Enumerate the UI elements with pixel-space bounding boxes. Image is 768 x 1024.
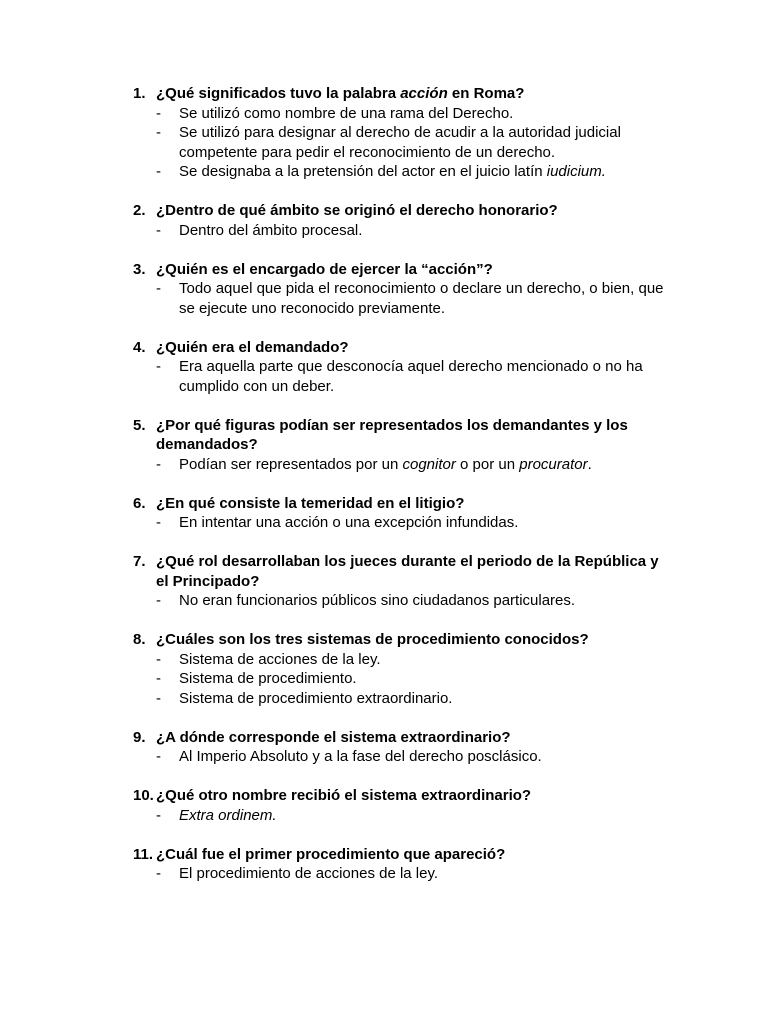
dash-bullet: - <box>156 748 161 765</box>
question-number: 7. <box>133 553 146 570</box>
text-run: El procedimiento de acciones de la ley. <box>179 865 439 882</box>
question-number: 5. <box>133 416 146 434</box>
answer-item <box>133 591 673 611</box>
question-number: 11. <box>133 845 154 863</box>
question-text <box>156 845 673 865</box>
answer-text <box>179 357 673 396</box>
question-text <box>156 201 673 221</box>
answer-item <box>133 455 673 475</box>
text-run: Era aquella parte que desconocía aquel derecho mencionado o no ha cumplido con un deber. <box>179 358 643 395</box>
question-text <box>156 786 673 806</box>
dash-bullet: - <box>156 104 161 122</box>
question-item <box>133 260 673 319</box>
answer-text <box>179 513 673 533</box>
answer-item <box>133 513 673 533</box>
question-text <box>156 416 673 455</box>
question-line <box>133 84 673 104</box>
dash-bullet: - <box>156 592 161 609</box>
question-line <box>133 552 673 591</box>
question-text <box>156 630 673 650</box>
dash-bullet: - <box>156 865 161 882</box>
dash-bullet: - <box>156 689 161 707</box>
dash-bullet: - <box>156 806 161 824</box>
question-line <box>133 260 673 280</box>
italic-text-run: procurator <box>519 455 588 473</box>
italic-text-run: iudicium. <box>546 163 606 180</box>
answer-text <box>179 747 673 767</box>
text-run: Sistema de procedimiento. <box>179 670 357 687</box>
answer-text <box>179 455 673 475</box>
question-text <box>156 728 673 748</box>
question-text <box>156 260 673 280</box>
answer-item <box>133 747 673 767</box>
text-run: Sistema de acciones de la ley. <box>179 650 381 668</box>
dash-bullet: - <box>156 221 161 239</box>
question-line <box>133 845 673 865</box>
question-text <box>156 552 673 591</box>
question-item <box>133 728 673 767</box>
dash-bullet: - <box>156 280 161 297</box>
answer-item <box>133 669 673 689</box>
question-item <box>133 630 673 708</box>
answer-text <box>179 221 673 241</box>
question-item <box>133 201 673 240</box>
text-run: Se designaba a la pretensión del actor en el juicio latín <box>179 163 547 180</box>
dash-bullet: - <box>156 650 161 668</box>
answer-text <box>179 123 673 162</box>
question-item <box>133 786 673 825</box>
dash-bullet: - <box>156 514 161 531</box>
text-run: ¿Cuál fue el primer procedimiento que apareció? <box>156 845 506 863</box>
question-line <box>133 630 673 650</box>
answer-text <box>179 669 673 689</box>
question-number: 10. <box>133 787 154 804</box>
question-item <box>133 338 673 397</box>
answer-text <box>179 806 673 826</box>
answer-text <box>179 864 673 884</box>
answer-text <box>179 650 673 670</box>
question-line <box>133 728 673 748</box>
text-run: ¿Quién era el demandado? <box>156 338 349 356</box>
answer-item <box>133 689 673 709</box>
dash-bullet: - <box>156 455 161 473</box>
question-text <box>156 84 673 104</box>
question-item <box>133 552 673 611</box>
text-run: o por un <box>455 455 520 473</box>
italic-text-run: acción <box>400 85 448 102</box>
question-line <box>133 338 673 358</box>
answer-text <box>179 104 673 124</box>
answer-item <box>133 864 673 884</box>
text-run: en Roma? <box>447 85 525 102</box>
text-run: ¿Qué otro nombre recibió el sistema extraordinario? <box>156 787 532 804</box>
text-run: ¿Qué rol desarrollaban los jueces durante el periodo de la República y el Principado? <box>156 553 659 590</box>
text-run: Todo aquel que pida el reconocimiento o declare un derecho, o bien, que se ejecute uno reconocido previamente. <box>179 280 664 317</box>
question-line <box>133 416 673 455</box>
text-run: ¿A dónde corresponde el sistema extraordinario? <box>156 728 511 746</box>
answer-item <box>133 357 673 396</box>
answer-item <box>133 123 673 162</box>
question-item <box>133 416 673 475</box>
question-text <box>156 338 673 358</box>
dash-bullet: - <box>156 163 161 180</box>
text-run: . <box>587 455 592 473</box>
answer-text <box>179 162 673 182</box>
answer-text <box>179 279 673 318</box>
text-run: ¿En qué consiste la temeridad en el litigio? <box>156 494 465 512</box>
question-item <box>133 845 673 884</box>
question-item <box>133 494 673 533</box>
question-number: 4. <box>133 338 146 356</box>
question-number: 6. <box>133 494 146 512</box>
question-number: 3. <box>133 260 146 278</box>
answer-item <box>133 162 673 182</box>
text-run: ¿Qué significados tuvo la palabra <box>156 85 401 102</box>
text-run: No eran funcionarios públicos sino ciudadanos particulares. <box>179 592 576 609</box>
answer-item <box>133 279 673 318</box>
text-run: ¿Por qué figuras podían ser representados los demandantes y los demandados? <box>156 416 628 453</box>
text-run: Podían ser representados por un <box>179 455 403 473</box>
answer-item <box>133 221 673 241</box>
question-number: 8. <box>133 631 146 648</box>
answer-text <box>179 689 673 709</box>
answer-text <box>179 591 673 611</box>
question-line <box>133 786 673 806</box>
text-run: Se utilizó como nombre de una rama del Derecho. <box>179 104 514 122</box>
question-text <box>156 494 673 514</box>
text-run: ¿Dentro de qué ámbito se originó el derecho honorario? <box>156 202 558 219</box>
italic-text-run: Extra ordinem. <box>179 806 277 824</box>
text-run: Se utilizó para designar al derecho de acudir a la autoridad judicial competente para pedir el reconocimiento de un derecho. <box>179 124 621 161</box>
question-item <box>133 84 673 182</box>
text-run: Sistema de procedimiento extraordinario. <box>179 689 453 707</box>
text-run: ¿Quién es el encargado de ejercer la “acción”? <box>156 260 493 278</box>
italic-text-run: cognitor <box>402 455 456 473</box>
answer-item <box>133 104 673 124</box>
dash-bullet: - <box>156 670 161 687</box>
answer-item <box>133 806 673 826</box>
text-run: Al Imperio Absoluto y a la fase del derecho posclásico. <box>179 748 542 765</box>
dash-bullet: - <box>156 124 161 141</box>
document-body <box>133 84 673 903</box>
question-number: 1. <box>133 85 146 102</box>
question-number: 9. <box>133 728 146 746</box>
dash-bullet: - <box>156 358 161 375</box>
answer-item <box>133 650 673 670</box>
question-line <box>133 201 673 221</box>
question-number: 2. <box>133 202 146 219</box>
text-run: En intentar una acción o una excepción infundidas. <box>179 514 519 531</box>
text-run: Dentro del ámbito procesal. <box>179 221 363 239</box>
text-run: ¿Cuáles son los tres sistemas de procedimiento conocidos? <box>156 631 589 648</box>
question-line <box>133 494 673 514</box>
